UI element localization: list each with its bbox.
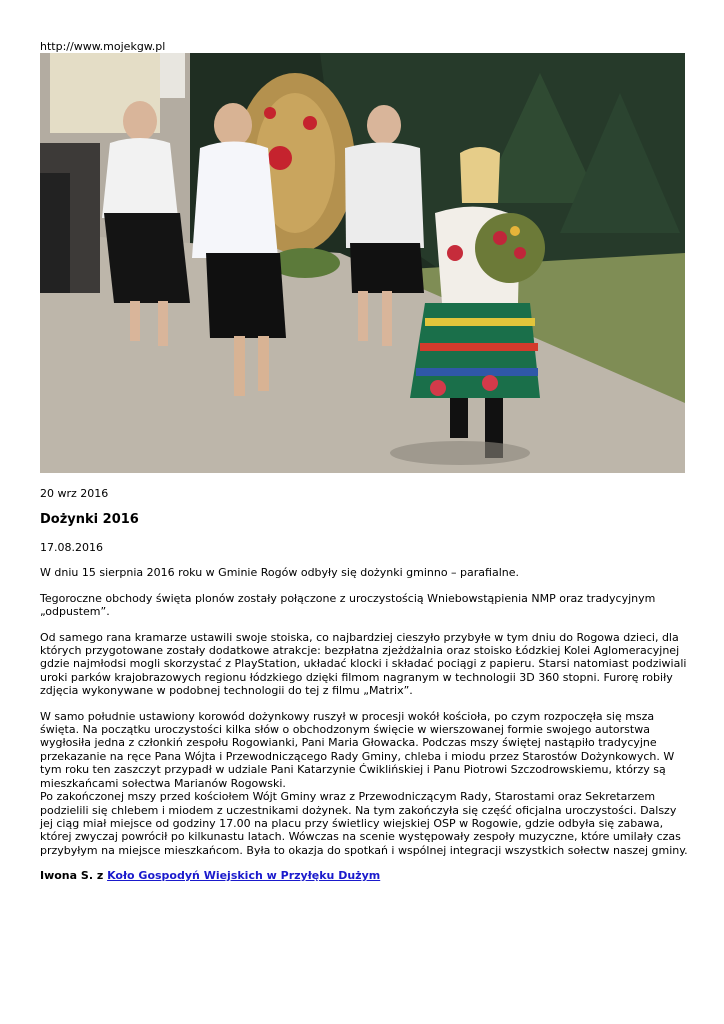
author-name: Iwona S.	[40, 869, 93, 883]
author-separator: z	[93, 869, 108, 883]
paragraph: Od samego rana kramarze ustawili swoje stoiska, co najbardziej cieszyło przybyłe w tym dniu do Rogowa dzieci, dla których przygotowane zostały dodatkowe atrakcje: bezpłatna zjeżdżalnia oraz stoisko Łódzkiej Kolei Aglomeracyjnej gdzie najmłodsi mogli skorzystać z PlayStation, układać klocki i składać pociągi z papieru. Starsi natomiast podziwiali uroki parków krajobrazowych regionu łódzkiego dzięki filmom nagranym w technologii 3D 360 stopni. Furorę robiły zdjęcia wykonywane w podobnej technologii do tej z filmu „Matrix”.	[40, 630, 687, 698]
post-title: Dożynki 2016	[40, 512, 139, 527]
author-organization-link[interactable]: Koło Gospodyń Wiejskich w Przyłęku Dużym	[107, 869, 381, 883]
event-date: 17.08.2016	[40, 541, 103, 554]
page-url: http://www.mojekgw.pl	[40, 40, 166, 53]
author-signoff	[40, 869, 690, 882]
article-body	[40, 541, 690, 895]
paragraph: W dniu 15 sierpnia 2016 roku w Gminie Rogów odbyły się dożynki gminno – parafialne.	[40, 566, 519, 580]
paragraph: Tegoroczne obchody święta plonów zostały połączone z uroczystością Wniebowstąpienia NMP oraz tradycyjnym „odpustem”.	[40, 591, 656, 619]
post-date: 20 wrz 2016	[40, 487, 109, 500]
paragraph: Po zakończonej mszy przed kościołem Wójt Gminy wraz z Przewodniczącym Rady, Starostami oraz Sekretarzem podzielili się chlebem i miodem z uczestnikami dożynek. Na tym zakończyła się część oficjalna uroczystości. Dalszy jej ciąg miał miejsce od godziny 17.00 na placu przy świetlicy wiejskiej OSP w Rogowie, gdzie odbyła się zabawa, której zwyczaj powrócił po kilkunastu latach. Wówczas na scenie występowały zespoły muzyczne, które umilały czas przybyłym na miejsce mieszkańcom. Była to okazja do spotkań i wspólnej integracji wszystkich sołectw naszej gminy.	[40, 790, 688, 857]
harvest-festival-photo	[40, 53, 685, 473]
paragraph: W samo południe ustawiony korowód dożynkowy ruszył w procesji wokół kościoła, po czym rozpoczęła się msza święta. Na początku uroczystości kilka słów o obchodzonym święcie w wierszowanej formie swojego autorstwa wygłosiła jedna z członkiń zespołu Rogowianki, Pani Maria Głowacka. Podczas mszy świętej nastąpiło tradycyjne przekazanie na ręce Pana Wójta i Przewodniczącego Rady Gminy, chleba i miodu przez Starostów Dożynkowych. W tym roku ten zaszczyt przypadł w udziale Pani Katarzynie Ćwiklińskiej i Panu Piotrowi Szczodrowskiemu, którzy są mieszkańcami sołectwa Marianów Rogowski.	[40, 709, 675, 790]
